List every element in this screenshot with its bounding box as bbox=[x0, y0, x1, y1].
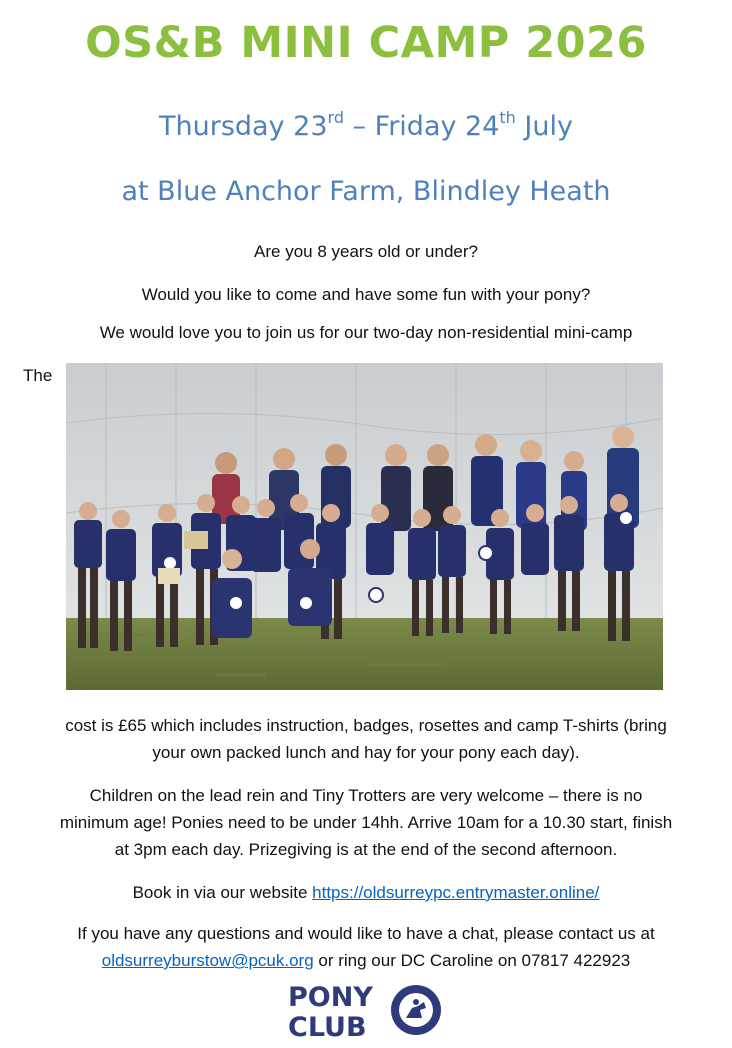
info-line-1: Children on the lead rein and Tiny Trotters are very welcome – there is no bbox=[89, 786, 643, 805]
date-start: Thursday 23 bbox=[159, 111, 328, 142]
event-venue: at Blue Anchor Farm, Blindley Heath bbox=[121, 176, 611, 207]
intro-line-fun: Would you like to come and have some fun with your pony? bbox=[141, 285, 591, 304]
intro-line-age: Are you 8 years old or under? bbox=[254, 242, 478, 261]
info-line-3: at 3pm each day. Prizegiving is at the end of the second afternoon. bbox=[114, 840, 618, 859]
logo-word-pony: PONY bbox=[288, 982, 373, 1013]
cost-line-1: cost is £65 which includes instruction, badges, rosettes and camp T-shirts (bring bbox=[65, 716, 667, 735]
pony-club-logo bbox=[288, 978, 444, 1040]
date-start-suffix: rd bbox=[327, 108, 344, 127]
logo-word-club: CLUB bbox=[288, 1012, 367, 1040]
booking-text: Book in via our website bbox=[132, 883, 313, 902]
group-photo bbox=[66, 363, 663, 690]
booking-website-link[interactable]: https://oldsurreypc.entrymaster.online/ bbox=[312, 883, 600, 902]
page-title: OS&B MINI CAMP 2026 bbox=[85, 18, 647, 68]
booking-line bbox=[20, 879, 712, 906]
date-end-suffix: th bbox=[499, 108, 516, 127]
contact-line-2 bbox=[20, 947, 712, 974]
contact-paragraph bbox=[20, 920, 712, 974]
intro-line-invite: We would love you to join us for our two-day non-residential mini-camp bbox=[99, 323, 633, 342]
contact-email-link[interactable]: oldsurreyburstow@pcuk.org bbox=[101, 951, 314, 970]
contact-line-1: If you have any questions and would like to have a chat, please contact us at bbox=[77, 924, 655, 943]
date-end: – Friday 24 bbox=[343, 111, 500, 142]
info-line-2: minimum age! Ponies need to be under 14hh. Arrive 10am for a 10.30 start, finish bbox=[59, 813, 673, 832]
event-dates bbox=[0, 110, 732, 142]
contact-phone-text: or ring our DC Caroline on 07817 422923 bbox=[313, 951, 631, 970]
cost-lead-word: The bbox=[23, 366, 53, 385]
date-month: July bbox=[515, 111, 573, 142]
cost-paragraph bbox=[20, 712, 712, 766]
info-paragraph bbox=[20, 782, 712, 863]
cost-line-2: your own packed lunch and hay for your pony each day). bbox=[152, 743, 580, 762]
